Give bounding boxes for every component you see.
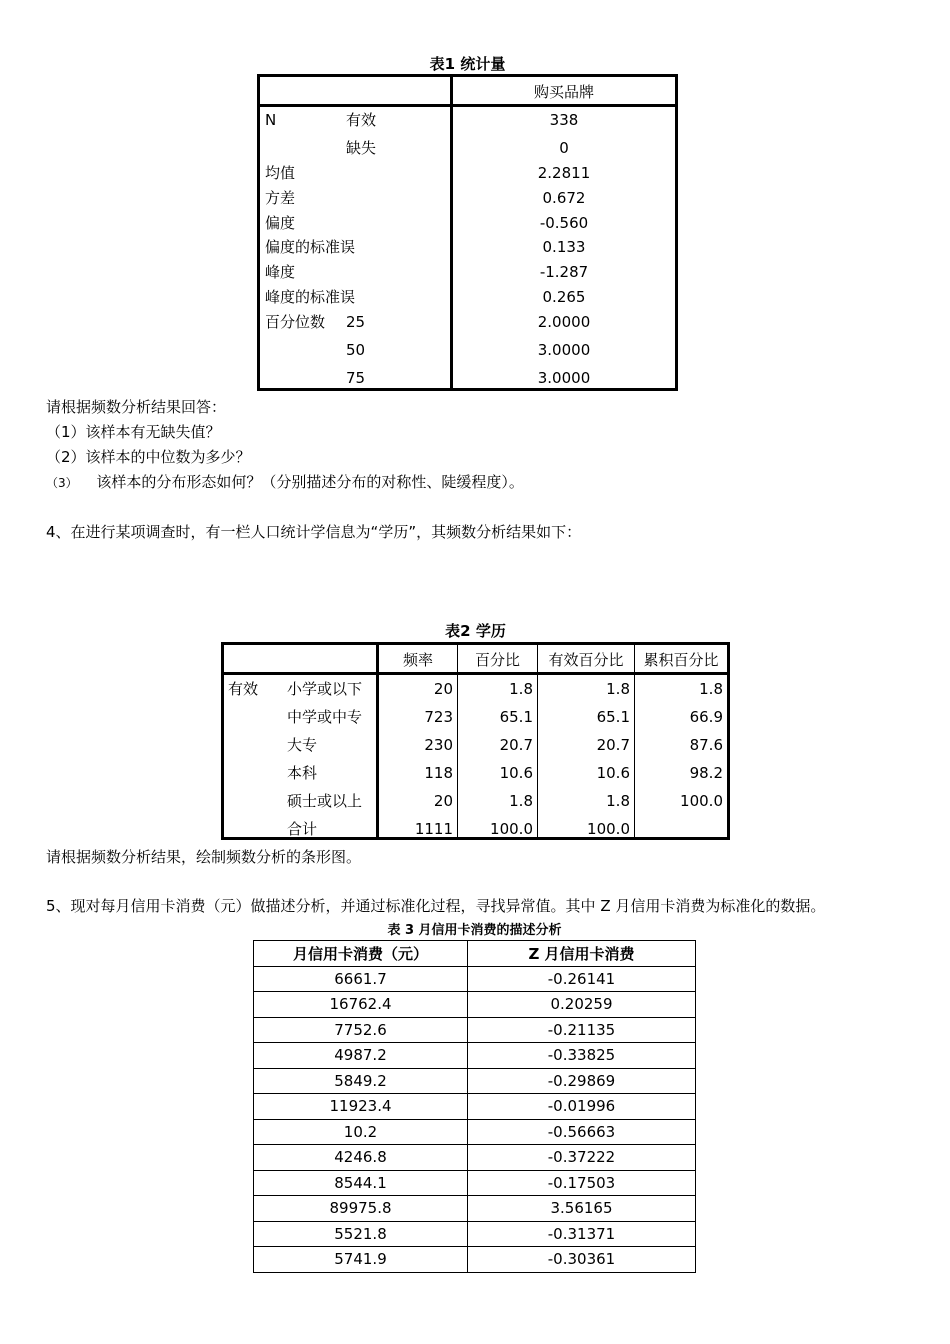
table2-row-freq: 20 bbox=[433, 680, 453, 698]
question5-text: 5、现对每月信用卡消费（元）做描述分析，并通过标准化过程，寻找异常值。其中 Z 月信用卡消费为标准化的数据。 bbox=[46, 897, 826, 915]
table2-row-label: 硕士或以上 bbox=[287, 792, 363, 810]
table2-row bbox=[224, 759, 727, 787]
question3-item-1: （1）该样本有无缺失值？ bbox=[46, 423, 221, 441]
table1-row-value: 0.133 bbox=[542, 238, 586, 256]
table1-row-value: 0.265 bbox=[542, 288, 586, 306]
table2-row bbox=[224, 675, 727, 703]
credit-card-table bbox=[253, 940, 696, 1273]
table1-row bbox=[260, 108, 675, 132]
table1-row-label: 方差 bbox=[265, 189, 296, 207]
table3-cell-amount: 8544.1 bbox=[254, 1170, 468, 1196]
table2-row-freq: 1111 bbox=[414, 820, 453, 838]
question3-item-3-number: （3） bbox=[46, 476, 78, 490]
table2-row-cum: 98.2 bbox=[689, 764, 723, 782]
table2-row-pct: 100.0 bbox=[490, 820, 533, 838]
table1-row bbox=[260, 338, 675, 362]
table3-cell-z: -0.21135 bbox=[468, 1017, 696, 1043]
table2-row-cum: 66.9 bbox=[689, 708, 723, 726]
table3-cell-amount: 4987.2 bbox=[254, 1043, 468, 1069]
table1-row-value: 338 bbox=[549, 111, 579, 129]
table2-row-valid: 20.7 bbox=[596, 736, 630, 754]
question3-item-2: （2）该样本的中位数为多少？ bbox=[46, 448, 251, 466]
table2-header-valid: 有效百分比 bbox=[548, 651, 624, 669]
table3-cell-amount: 5849.2 bbox=[254, 1068, 468, 1094]
table2-row-freq: 118 bbox=[424, 764, 453, 782]
table3-cell-amount: 4246.8 bbox=[254, 1145, 468, 1171]
table1-row-sublabel: 有效 bbox=[346, 111, 377, 129]
table2-row bbox=[224, 787, 727, 815]
table3-header-amount: 月信用卡消费（元） bbox=[254, 941, 468, 967]
table1-row bbox=[260, 161, 675, 185]
table1-row bbox=[260, 285, 675, 309]
table3-cell-z: -0.56663 bbox=[468, 1119, 696, 1145]
table3-cell-z: -0.29869 bbox=[468, 1068, 696, 1094]
table1-row bbox=[260, 186, 675, 210]
table1-row-value: 0 bbox=[559, 139, 569, 157]
table1-row-value: 3.0000 bbox=[537, 341, 591, 359]
table2-row-valid: 100.0 bbox=[587, 820, 630, 838]
table3-cell-z: -0.37222 bbox=[468, 1145, 696, 1171]
table2-row-freq: 230 bbox=[424, 736, 453, 754]
table3-row bbox=[254, 992, 696, 1018]
table3-row bbox=[254, 1247, 696, 1273]
table2-row-cum: 87.6 bbox=[689, 736, 723, 754]
table3-cell-z: -0.30361 bbox=[468, 1247, 696, 1273]
table2-row-freq: 723 bbox=[424, 708, 453, 726]
table2-row-pct: 65.1 bbox=[499, 708, 533, 726]
table1-row bbox=[260, 310, 675, 334]
table3-cell-z: 3.56165 bbox=[468, 1196, 696, 1222]
table1-row-label: 偏度 bbox=[265, 214, 296, 232]
table1-row bbox=[260, 260, 675, 284]
table2-row-valid: 1.8 bbox=[606, 680, 630, 698]
table3-row bbox=[254, 1017, 696, 1043]
table3-cell-amount: 16762.4 bbox=[254, 992, 468, 1018]
table3-cell-amount: 7752.6 bbox=[254, 1017, 468, 1043]
table1-row-value: 2.2811 bbox=[537, 164, 591, 182]
table1-row bbox=[260, 235, 675, 259]
table2-row-pct: 1.8 bbox=[509, 792, 533, 810]
table1-row-label: 百分位数 bbox=[265, 313, 326, 331]
question3-item-3-text: 该样本的分布形态如何？（分别描述分布的对称性、陡缓程度）。 bbox=[96, 473, 524, 491]
table3-row bbox=[254, 1145, 696, 1171]
table2-row-pct: 10.6 bbox=[499, 764, 533, 782]
table1-row-sublabel: 50 bbox=[346, 341, 366, 359]
table3-cell-amount: 10.2 bbox=[254, 1119, 468, 1145]
table3-row bbox=[254, 1119, 696, 1145]
table3-cell-z: -0.26141 bbox=[468, 966, 696, 992]
table1-row-label: 均值 bbox=[265, 164, 296, 182]
table1-row-value: 2.0000 bbox=[537, 313, 591, 331]
table1-row-value: 3.0000 bbox=[537, 369, 591, 387]
table3-caption: 表 3 月信用卡消费的描述分析 bbox=[387, 923, 562, 938]
table3-cell-z: -0.17503 bbox=[468, 1170, 696, 1196]
table2-row-freq: 20 bbox=[433, 792, 453, 810]
table1-row-value: 0.672 bbox=[542, 189, 586, 207]
table1-row-label: N bbox=[265, 111, 277, 129]
table2-header-freq: 频率 bbox=[402, 651, 433, 669]
table3-row bbox=[254, 1196, 696, 1222]
table2-group-label: 有效 bbox=[228, 680, 259, 698]
table3-cell-amount: 89975.8 bbox=[254, 1196, 468, 1222]
table2-instruction: 请根据频数分析结果，绘制频数分析的条形图。 bbox=[46, 848, 362, 866]
table2-row-label: 大专 bbox=[287, 736, 318, 754]
table2-row-cum: 1.8 bbox=[699, 680, 723, 698]
table3-cell-z: 0.20259 bbox=[468, 992, 696, 1018]
table1-row-sublabel: 缺失 bbox=[346, 139, 377, 157]
question3-item-3 bbox=[46, 471, 524, 492]
table1-row bbox=[260, 366, 675, 390]
table3-row bbox=[254, 966, 696, 992]
table3-cell-z: -0.01996 bbox=[468, 1094, 696, 1120]
table2-row-label: 小学或以下 bbox=[287, 680, 363, 698]
table3-header-z: Z 月信用卡消费 bbox=[468, 941, 696, 967]
table3-cell-amount: 5521.8 bbox=[254, 1221, 468, 1247]
table3-cell-z: -0.31371 bbox=[468, 1221, 696, 1247]
table2-row-label: 本科 bbox=[287, 764, 318, 782]
question3-intro: 请根据频数分析结果回答： bbox=[46, 398, 227, 416]
education-frequency-table bbox=[221, 642, 730, 840]
table2-row-valid: 1.8 bbox=[606, 792, 630, 810]
table1-header: 购买品牌 bbox=[533, 83, 594, 101]
table2-row bbox=[224, 731, 727, 759]
table2-row-cum: 100.0 bbox=[680, 792, 723, 810]
table2-header-pct: 百分比 bbox=[474, 651, 520, 669]
table1-row-label: 偏度的标准误 bbox=[265, 238, 356, 256]
table1-row-label: 峰度 bbox=[265, 263, 296, 281]
table3-cell-amount: 6661.7 bbox=[254, 966, 468, 992]
table2-row-valid: 10.6 bbox=[596, 764, 630, 782]
table1-row-sublabel: 25 bbox=[346, 313, 366, 331]
table3-cell-amount: 11923.4 bbox=[254, 1094, 468, 1120]
table3-row bbox=[254, 1170, 696, 1196]
table3-row bbox=[254, 1043, 696, 1069]
table2-row-label: 中学或中专 bbox=[287, 708, 363, 726]
question4-text: 4、在进行某项调查时，有一栏人口统计学信息为“学历”，其频数分析结果如下： bbox=[46, 523, 582, 541]
table1-row-value: -0.560 bbox=[539, 214, 589, 232]
table1-row bbox=[260, 211, 675, 235]
table1-row bbox=[260, 136, 675, 160]
table3-row bbox=[254, 1094, 696, 1120]
table3-row bbox=[254, 1221, 696, 1247]
table2-row-label: 合计 bbox=[287, 820, 318, 838]
table2-header-cum: 累积百分比 bbox=[643, 651, 719, 669]
table2-row bbox=[224, 703, 727, 731]
statistics-table bbox=[257, 74, 678, 391]
table1-row-label: 峰度的标准误 bbox=[265, 288, 356, 306]
table3-cell-z: -0.33825 bbox=[468, 1043, 696, 1069]
table3-row bbox=[254, 1068, 696, 1094]
table3-cell-amount: 5741.9 bbox=[254, 1247, 468, 1273]
table2-row bbox=[224, 815, 727, 843]
table2-row-valid: 65.1 bbox=[596, 708, 630, 726]
table1-caption: 表1 统计量 bbox=[429, 55, 506, 73]
table1-row-sublabel: 75 bbox=[346, 369, 366, 387]
table2-row-pct: 1.8 bbox=[509, 680, 533, 698]
table2-row-pct: 20.7 bbox=[499, 736, 533, 754]
table1-row-value: -1.287 bbox=[539, 263, 589, 281]
table2-caption: 表2 学历 bbox=[445, 622, 506, 640]
